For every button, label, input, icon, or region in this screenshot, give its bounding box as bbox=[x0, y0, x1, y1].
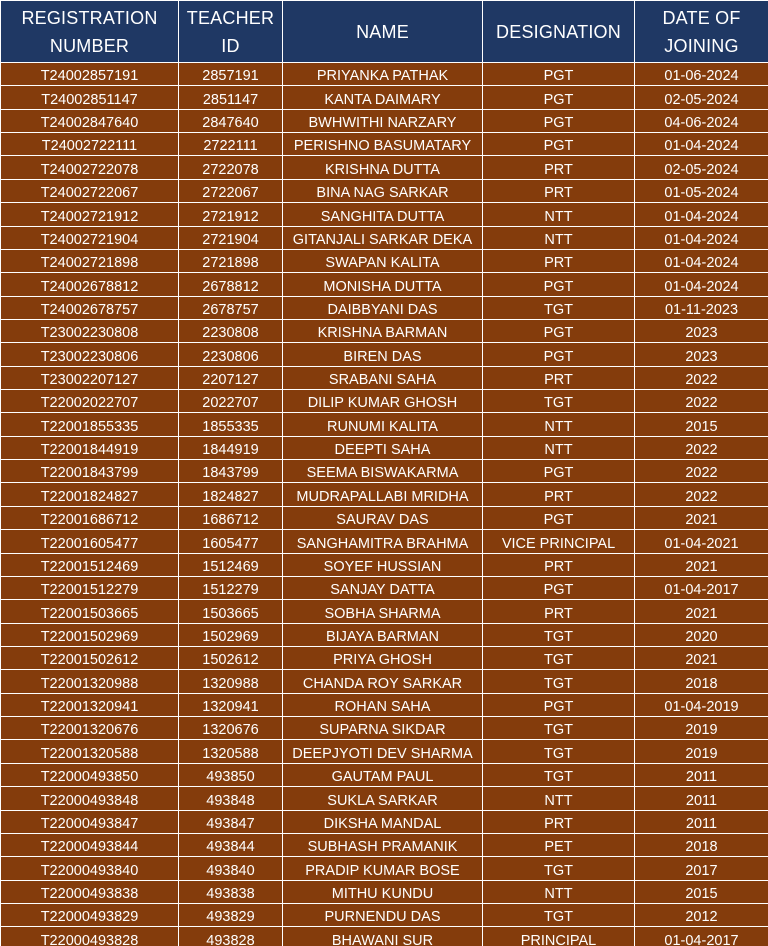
name-cell: MONISHA DUTTA bbox=[283, 273, 483, 296]
name-cell: GITANJALI SARKAR DEKA bbox=[283, 226, 483, 249]
date-of-joining-cell: 01-04-2019 bbox=[635, 693, 768, 716]
teacher-id-cell: 2678757 bbox=[179, 296, 283, 319]
registration-number-cell: T24002678757 bbox=[1, 296, 179, 319]
designation-cell: PGT bbox=[483, 693, 635, 716]
date-of-joining-cell: 04-06-2024 bbox=[635, 109, 768, 132]
registration-number-cell: T22001686712 bbox=[1, 506, 179, 529]
designation-cell: TGT bbox=[483, 740, 635, 763]
header-row bbox=[1, 1, 768, 63]
registration-number-cell: T22001502969 bbox=[1, 623, 179, 646]
table-row bbox=[1, 436, 768, 459]
date-of-joining-cell: 2019 bbox=[635, 717, 768, 740]
teacher-id-cell: 1320588 bbox=[179, 740, 283, 763]
teacher-id-cell: 2722067 bbox=[179, 179, 283, 202]
name-cell: PRIYANKA PATHAK bbox=[283, 63, 483, 86]
designation-cell: PRT bbox=[483, 366, 635, 389]
header-date-of-joining: DATE OF JOINING bbox=[635, 1, 768, 63]
registration-number-cell: T22000493847 bbox=[1, 810, 179, 833]
registration-number-cell: T22001503665 bbox=[1, 600, 179, 623]
teacher-id-cell: 1320676 bbox=[179, 717, 283, 740]
name-cell: SUKLA SARKAR bbox=[283, 787, 483, 810]
designation-cell: PRT bbox=[483, 600, 635, 623]
name-cell: PERISHNO BASUMATARY bbox=[283, 133, 483, 156]
date-of-joining-cell: 2021 bbox=[635, 506, 768, 529]
registration-number-cell: T22000493840 bbox=[1, 857, 179, 880]
registration-number-cell: T22001605477 bbox=[1, 530, 179, 553]
registration-number-cell: T22001320588 bbox=[1, 740, 179, 763]
teacher-id-cell: 2721912 bbox=[179, 203, 283, 226]
date-of-joining-cell: 2022 bbox=[635, 390, 768, 413]
teacher-id-cell: 1502612 bbox=[179, 646, 283, 669]
date-of-joining-cell: 01-11-2023 bbox=[635, 296, 768, 319]
teacher-id-cell: 1855335 bbox=[179, 413, 283, 436]
date-of-joining-cell: 2018 bbox=[635, 833, 768, 856]
teacher-id-cell: 2857191 bbox=[179, 63, 283, 86]
teacher-id-cell: 1512469 bbox=[179, 553, 283, 576]
table-row bbox=[1, 670, 768, 693]
date-of-joining-cell: 01-04-2021 bbox=[635, 530, 768, 553]
designation-cell: TGT bbox=[483, 717, 635, 740]
designation-cell: NTT bbox=[483, 436, 635, 459]
date-of-joining-cell: 2015 bbox=[635, 413, 768, 436]
name-cell: DILIP KUMAR GHOSH bbox=[283, 390, 483, 413]
name-cell: DEEPJYOTI DEV SHARMA bbox=[283, 740, 483, 763]
teacher-id-cell: 2721898 bbox=[179, 249, 283, 272]
table-row bbox=[1, 787, 768, 810]
table-body bbox=[1, 63, 768, 946]
name-cell: KANTA DAIMARY bbox=[283, 86, 483, 109]
registration-number-cell: T24002722067 bbox=[1, 179, 179, 202]
name-cell: PURNENDU DAS bbox=[283, 903, 483, 926]
teacher-id-cell: 2230808 bbox=[179, 319, 283, 342]
registration-number-cell: T22001844919 bbox=[1, 436, 179, 459]
registration-number-cell: T22001320988 bbox=[1, 670, 179, 693]
teacher-id-cell: 1502969 bbox=[179, 623, 283, 646]
designation-cell: NTT bbox=[483, 203, 635, 226]
date-of-joining-cell: 01-04-2017 bbox=[635, 576, 768, 599]
table-row bbox=[1, 86, 768, 109]
registration-number-cell: T23002230806 bbox=[1, 343, 179, 366]
teacher-id-cell: 2851147 bbox=[179, 86, 283, 109]
designation-cell: TGT bbox=[483, 903, 635, 926]
table-row bbox=[1, 273, 768, 296]
table-row bbox=[1, 319, 768, 342]
table-row bbox=[1, 693, 768, 716]
table-row bbox=[1, 249, 768, 272]
table-row bbox=[1, 646, 768, 669]
teacher-id-cell: 1686712 bbox=[179, 506, 283, 529]
header-name: NAME bbox=[283, 1, 483, 63]
registration-number-cell: T24002722111 bbox=[1, 133, 179, 156]
designation-cell: PGT bbox=[483, 343, 635, 366]
date-of-joining-cell: 2021 bbox=[635, 646, 768, 669]
designation-cell: TGT bbox=[483, 296, 635, 319]
designation-cell: PGT bbox=[483, 63, 635, 86]
name-cell: SEEMA BISWAKARMA bbox=[283, 460, 483, 483]
table-row bbox=[1, 366, 768, 389]
registration-number-cell: T23002230808 bbox=[1, 319, 179, 342]
designation-cell: VICE PRINCIPAL bbox=[483, 530, 635, 553]
name-cell: GAUTAM PAUL bbox=[283, 763, 483, 786]
date-of-joining-cell: 01-04-2024 bbox=[635, 226, 768, 249]
table-row bbox=[1, 296, 768, 319]
table-row bbox=[1, 857, 768, 880]
designation-cell: PGT bbox=[483, 460, 635, 483]
designation-cell: PGT bbox=[483, 86, 635, 109]
teacher-id-cell: 1320941 bbox=[179, 693, 283, 716]
name-cell: BHAWANI SUR bbox=[283, 927, 483, 946]
name-cell: DEEPTI SAHA bbox=[283, 436, 483, 459]
name-cell: PRIYA GHOSH bbox=[283, 646, 483, 669]
teacher-id-cell: 2230806 bbox=[179, 343, 283, 366]
designation-cell: TGT bbox=[483, 646, 635, 669]
date-of-joining-cell: 2015 bbox=[635, 880, 768, 903]
designation-cell: PRT bbox=[483, 483, 635, 506]
designation-cell: PRT bbox=[483, 156, 635, 179]
table-row bbox=[1, 109, 768, 132]
name-cell: PRADIP KUMAR BOSE bbox=[283, 857, 483, 880]
designation-cell: PRINCIPAL bbox=[483, 927, 635, 946]
designation-cell: NTT bbox=[483, 880, 635, 903]
table-row bbox=[1, 530, 768, 553]
table-row bbox=[1, 623, 768, 646]
table-row bbox=[1, 810, 768, 833]
table-row bbox=[1, 903, 768, 926]
date-of-joining-cell: 2021 bbox=[635, 600, 768, 623]
name-cell: RUNUMI KALITA bbox=[283, 413, 483, 436]
table-row bbox=[1, 133, 768, 156]
name-cell: BIREN DAS bbox=[283, 343, 483, 366]
date-of-joining-cell: 2021 bbox=[635, 553, 768, 576]
date-of-joining-cell: 2022 bbox=[635, 460, 768, 483]
registration-number-cell: T22001824827 bbox=[1, 483, 179, 506]
teacher-id-cell: 2678812 bbox=[179, 273, 283, 296]
table-row bbox=[1, 226, 768, 249]
name-cell: KRISHNA DUTTA bbox=[283, 156, 483, 179]
registration-number-cell: T24002721912 bbox=[1, 203, 179, 226]
teacher-id-cell: 493848 bbox=[179, 787, 283, 810]
table-row bbox=[1, 880, 768, 903]
teacher-id-cell: 1844919 bbox=[179, 436, 283, 459]
registration-number-cell: T22001512279 bbox=[1, 576, 179, 599]
name-cell: DIKSHA MANDAL bbox=[283, 810, 483, 833]
teacher-id-cell: 1503665 bbox=[179, 600, 283, 623]
registration-number-cell: T24002721898 bbox=[1, 249, 179, 272]
teacher-id-cell: 2722111 bbox=[179, 133, 283, 156]
table-row bbox=[1, 740, 768, 763]
designation-cell: TGT bbox=[483, 390, 635, 413]
teacher-id-cell: 493838 bbox=[179, 880, 283, 903]
registration-number-cell: T24002847640 bbox=[1, 109, 179, 132]
registration-number-cell: T22000493838 bbox=[1, 880, 179, 903]
name-cell: SANGHITA DUTTA bbox=[283, 203, 483, 226]
designation-cell: NTT bbox=[483, 226, 635, 249]
name-cell: SWAPAN KALITA bbox=[283, 249, 483, 272]
registration-number-cell: T22002022707 bbox=[1, 390, 179, 413]
header-registration-number: REGISTRATION NUMBER bbox=[1, 1, 179, 63]
table-row bbox=[1, 763, 768, 786]
date-of-joining-cell: 2012 bbox=[635, 903, 768, 926]
date-of-joining-cell: 2017 bbox=[635, 857, 768, 880]
registration-number-cell: T22001320941 bbox=[1, 693, 179, 716]
designation-cell: PGT bbox=[483, 273, 635, 296]
registration-number-cell: T24002857191 bbox=[1, 63, 179, 86]
designation-cell: NTT bbox=[483, 787, 635, 810]
teacher-id-cell: 2207127 bbox=[179, 366, 283, 389]
date-of-joining-cell: 01-04-2024 bbox=[635, 249, 768, 272]
date-of-joining-cell: 2019 bbox=[635, 740, 768, 763]
designation-cell: NTT bbox=[483, 413, 635, 436]
name-cell: KRISHNA BARMAN bbox=[283, 319, 483, 342]
designation-cell: TGT bbox=[483, 670, 635, 693]
date-of-joining-cell: 01-04-2024 bbox=[635, 273, 768, 296]
name-cell: SRABANI SAHA bbox=[283, 366, 483, 389]
registration-number-cell: T22001512469 bbox=[1, 553, 179, 576]
registration-number-cell: T24002851147 bbox=[1, 86, 179, 109]
date-of-joining-cell: 2023 bbox=[635, 343, 768, 366]
registration-number-cell: T22001320676 bbox=[1, 717, 179, 740]
designation-cell: PRT bbox=[483, 179, 635, 202]
table-row bbox=[1, 483, 768, 506]
table-row bbox=[1, 179, 768, 202]
registration-number-cell: T22001502612 bbox=[1, 646, 179, 669]
name-cell: MUDRAPALLABI MRIDHA bbox=[283, 483, 483, 506]
date-of-joining-cell: 01-04-2024 bbox=[635, 203, 768, 226]
date-of-joining-cell: 02-05-2024 bbox=[635, 156, 768, 179]
date-of-joining-cell: 2020 bbox=[635, 623, 768, 646]
name-cell: DAIBBYANI DAS bbox=[283, 296, 483, 319]
date-of-joining-cell: 2011 bbox=[635, 763, 768, 786]
date-of-joining-cell: 2011 bbox=[635, 787, 768, 810]
designation-cell: PRT bbox=[483, 553, 635, 576]
table-row bbox=[1, 833, 768, 856]
designation-cell: TGT bbox=[483, 857, 635, 880]
teacher-id-cell: 1605477 bbox=[179, 530, 283, 553]
table-row bbox=[1, 576, 768, 599]
registration-number-cell: T24002722078 bbox=[1, 156, 179, 179]
designation-cell: PGT bbox=[483, 576, 635, 599]
date-of-joining-cell: 01-05-2024 bbox=[635, 179, 768, 202]
registration-number-cell: T22000493850 bbox=[1, 763, 179, 786]
teacher-id-cell: 2722078 bbox=[179, 156, 283, 179]
date-of-joining-cell: 01-04-2024 bbox=[635, 133, 768, 156]
table-row bbox=[1, 927, 768, 946]
name-cell: SANJAY DATTA bbox=[283, 576, 483, 599]
name-cell: MITHU KUNDU bbox=[283, 880, 483, 903]
date-of-joining-cell: 01-06-2024 bbox=[635, 63, 768, 86]
name-cell: BWHWITHI NARZARY bbox=[283, 109, 483, 132]
name-cell: SOYEF HUSSIAN bbox=[283, 553, 483, 576]
date-of-joining-cell: 2018 bbox=[635, 670, 768, 693]
table-row bbox=[1, 63, 768, 86]
teacher-id-cell: 2721904 bbox=[179, 226, 283, 249]
name-cell: SUPARNA SIKDAR bbox=[283, 717, 483, 740]
date-of-joining-cell: 2022 bbox=[635, 436, 768, 459]
teacher-id-cell: 493850 bbox=[179, 763, 283, 786]
teacher-id-cell: 493844 bbox=[179, 833, 283, 856]
designation-cell: PET bbox=[483, 833, 635, 856]
registration-number-cell: T22000493828 bbox=[1, 927, 179, 946]
table-row bbox=[1, 156, 768, 179]
table-row bbox=[1, 460, 768, 483]
registration-number-cell: T22000493829 bbox=[1, 903, 179, 926]
name-cell: BIJAYA BARMAN bbox=[283, 623, 483, 646]
table-row bbox=[1, 413, 768, 436]
table-row bbox=[1, 600, 768, 623]
registration-number-cell: T24002678812 bbox=[1, 273, 179, 296]
date-of-joining-cell: 01-04-2017 bbox=[635, 927, 768, 946]
teacher-id-cell: 493840 bbox=[179, 857, 283, 880]
designation-cell: PGT bbox=[483, 133, 635, 156]
teacher-id-cell: 493829 bbox=[179, 903, 283, 926]
date-of-joining-cell: 2022 bbox=[635, 366, 768, 389]
teacher-id-cell: 493847 bbox=[179, 810, 283, 833]
designation-cell: TGT bbox=[483, 763, 635, 786]
date-of-joining-cell: 2022 bbox=[635, 483, 768, 506]
designation-cell: PRT bbox=[483, 249, 635, 272]
registration-number-cell: T22000493844 bbox=[1, 833, 179, 856]
teacher-id-cell: 493828 bbox=[179, 927, 283, 946]
date-of-joining-cell: 2011 bbox=[635, 810, 768, 833]
name-cell: SUBHASH PRAMANIK bbox=[283, 833, 483, 856]
name-cell: CHANDA ROY SARKAR bbox=[283, 670, 483, 693]
registration-number-cell: T24002721904 bbox=[1, 226, 179, 249]
designation-cell: PGT bbox=[483, 109, 635, 132]
designation-cell: PRT bbox=[483, 810, 635, 833]
designation-cell: PGT bbox=[483, 506, 635, 529]
teacher-id-cell: 2847640 bbox=[179, 109, 283, 132]
table-row bbox=[1, 390, 768, 413]
date-of-joining-cell: 02-05-2024 bbox=[635, 86, 768, 109]
name-cell: BINA NAG SARKAR bbox=[283, 179, 483, 202]
registration-number-cell: T22001855335 bbox=[1, 413, 179, 436]
teacher-id-cell: 2022707 bbox=[179, 390, 283, 413]
name-cell: SAURAV DAS bbox=[283, 506, 483, 529]
header-teacher-id: TEACHER ID bbox=[179, 1, 283, 63]
date-of-joining-cell: 2023 bbox=[635, 319, 768, 342]
name-cell: SANGHAMITRA BRAHMA bbox=[283, 530, 483, 553]
header-designation: DESIGNATION bbox=[483, 1, 635, 63]
table-row bbox=[1, 203, 768, 226]
registration-number-cell: T23002207127 bbox=[1, 366, 179, 389]
teacher-id-cell: 1512279 bbox=[179, 576, 283, 599]
teacher-id-cell: 1320988 bbox=[179, 670, 283, 693]
teacher-id-cell: 1843799 bbox=[179, 460, 283, 483]
table-row bbox=[1, 343, 768, 366]
designation-cell: PGT bbox=[483, 319, 635, 342]
name-cell: SOBHA SHARMA bbox=[283, 600, 483, 623]
name-cell: ROHAN SAHA bbox=[283, 693, 483, 716]
table-row bbox=[1, 506, 768, 529]
table-row bbox=[1, 717, 768, 740]
teacher-id-cell: 1824827 bbox=[179, 483, 283, 506]
registration-number-cell: T22000493848 bbox=[1, 787, 179, 810]
registration-number-cell: T22001843799 bbox=[1, 460, 179, 483]
table-row bbox=[1, 553, 768, 576]
designation-cell: TGT bbox=[483, 623, 635, 646]
